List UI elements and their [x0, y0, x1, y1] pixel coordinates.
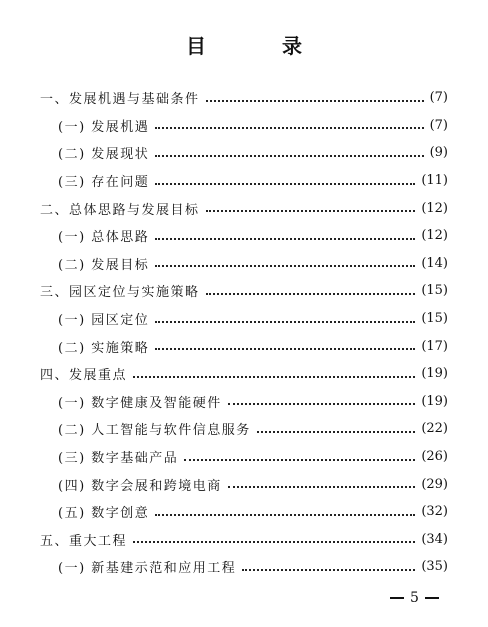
toc-entry[interactable]: [0, 139, 488, 167]
toc-entry-page: (35): [421, 559, 448, 575]
toc-entry-label: 二、总体思路与发展目标: [40, 202, 200, 218]
toc-entry-page: (32): [421, 504, 448, 520]
toc-entry[interactable]: [0, 553, 488, 581]
toc-entry-page: (15): [421, 283, 448, 299]
toc-entry[interactable]: [0, 498, 488, 526]
toc-entry[interactable]: [0, 360, 488, 388]
toc-entry-label: (五) 数字创意: [58, 506, 150, 522]
toc-leader-dots: [155, 253, 415, 267]
toc-leader-dots: [155, 115, 423, 129]
toc-leader-dots: [155, 143, 423, 157]
toc-entry-label: (二) 发展目标: [58, 257, 150, 273]
toc-entry-page: (7): [429, 90, 448, 106]
toc-entry[interactable]: [0, 443, 488, 471]
toc-entry-label: (一) 总体思路: [58, 230, 150, 246]
toc-leader-dots: [206, 198, 416, 212]
toc-entry-label: (二) 人工智能与软件信息服务: [58, 423, 251, 439]
toc-entry-label: (二) 发展现状: [58, 147, 150, 163]
toc-leader-dots: [228, 391, 416, 405]
toc-entry-label: 三、园区定位与实施策略: [40, 285, 200, 301]
toc-entry-label: (三) 数字基础产品: [58, 451, 179, 467]
toc-entry[interactable]: [0, 332, 488, 360]
toc-leader-dots: [155, 502, 415, 516]
toc-entry-label: 五、重大工程: [40, 533, 128, 549]
page-number-dash-right: [425, 597, 439, 599]
toc-entry-page: (22): [421, 421, 448, 437]
toc-entry[interactable]: [0, 305, 488, 333]
toc-entry-page: (19): [421, 366, 448, 382]
toc-leader-dots: [133, 529, 415, 543]
toc-entry[interactable]: [0, 194, 488, 222]
toc-entry-page: (26): [421, 449, 448, 465]
toc-leader-dots: [155, 336, 415, 350]
toc-entry-label: 一、发展机遇与基础条件: [40, 92, 200, 108]
toc-entry[interactable]: [0, 277, 488, 305]
toc-entry[interactable]: [0, 388, 488, 416]
toc-entry-label: 四、发展重点: [40, 368, 128, 384]
toc-leader-dots: [133, 364, 415, 378]
toc-entry[interactable]: [0, 415, 488, 443]
toc-entry-page: (34): [421, 531, 448, 547]
toc-entry-page: (29): [421, 476, 448, 492]
toc-entry[interactable]: [0, 167, 488, 195]
toc-entry[interactable]: [0, 84, 488, 112]
toc-entry[interactable]: [0, 470, 488, 498]
toc-entry-label: (一) 发展机遇: [58, 119, 150, 135]
toc-leader-dots: [155, 171, 415, 185]
toc-entry-page: (12): [421, 228, 448, 244]
toc-leader-dots: [206, 88, 424, 102]
toc-entry[interactable]: [0, 250, 488, 278]
toc-entry-label: (二) 实施策略: [58, 340, 150, 356]
toc-entry[interactable]: [0, 222, 488, 250]
toc-leader-dots: [206, 281, 416, 295]
toc-leader-dots: [242, 557, 415, 571]
toc-entry[interactable]: [0, 526, 488, 554]
toc-entry-label: (一) 新基建示范和应用工程: [58, 561, 237, 577]
toc-entry-page: (17): [421, 338, 448, 354]
toc-leader-dots: [155, 309, 415, 323]
toc-entry-label: (一) 园区定位: [58, 313, 150, 329]
page-number-value: 5: [410, 590, 419, 606]
table-of-contents: [0, 84, 488, 581]
toc-entry-page: (14): [421, 255, 448, 271]
toc-entry-label: (四) 数字会展和跨境电商: [58, 478, 222, 494]
toc-leader-dots: [155, 226, 415, 240]
page-number-dash-left: [390, 597, 404, 599]
toc-entry-page: (9): [429, 145, 448, 161]
page-number: [384, 590, 445, 606]
toc-entry-label: (三) 存在问题: [58, 175, 150, 191]
toc-entry-page: (19): [421, 393, 448, 409]
toc-entry[interactable]: [0, 112, 488, 140]
toc-entry-page: (11): [421, 173, 448, 189]
toc-leader-dots: [184, 447, 415, 461]
toc-entry-page: (12): [421, 200, 448, 216]
toc-leader-dots: [257, 419, 416, 433]
page-title: 目 录: [186, 34, 330, 58]
toc-leader-dots: [228, 474, 416, 488]
toc-entry-page: (15): [421, 311, 448, 327]
toc-entry-page: (7): [429, 117, 448, 133]
toc-entry-label: (一) 数字健康及智能硬件: [58, 395, 222, 411]
